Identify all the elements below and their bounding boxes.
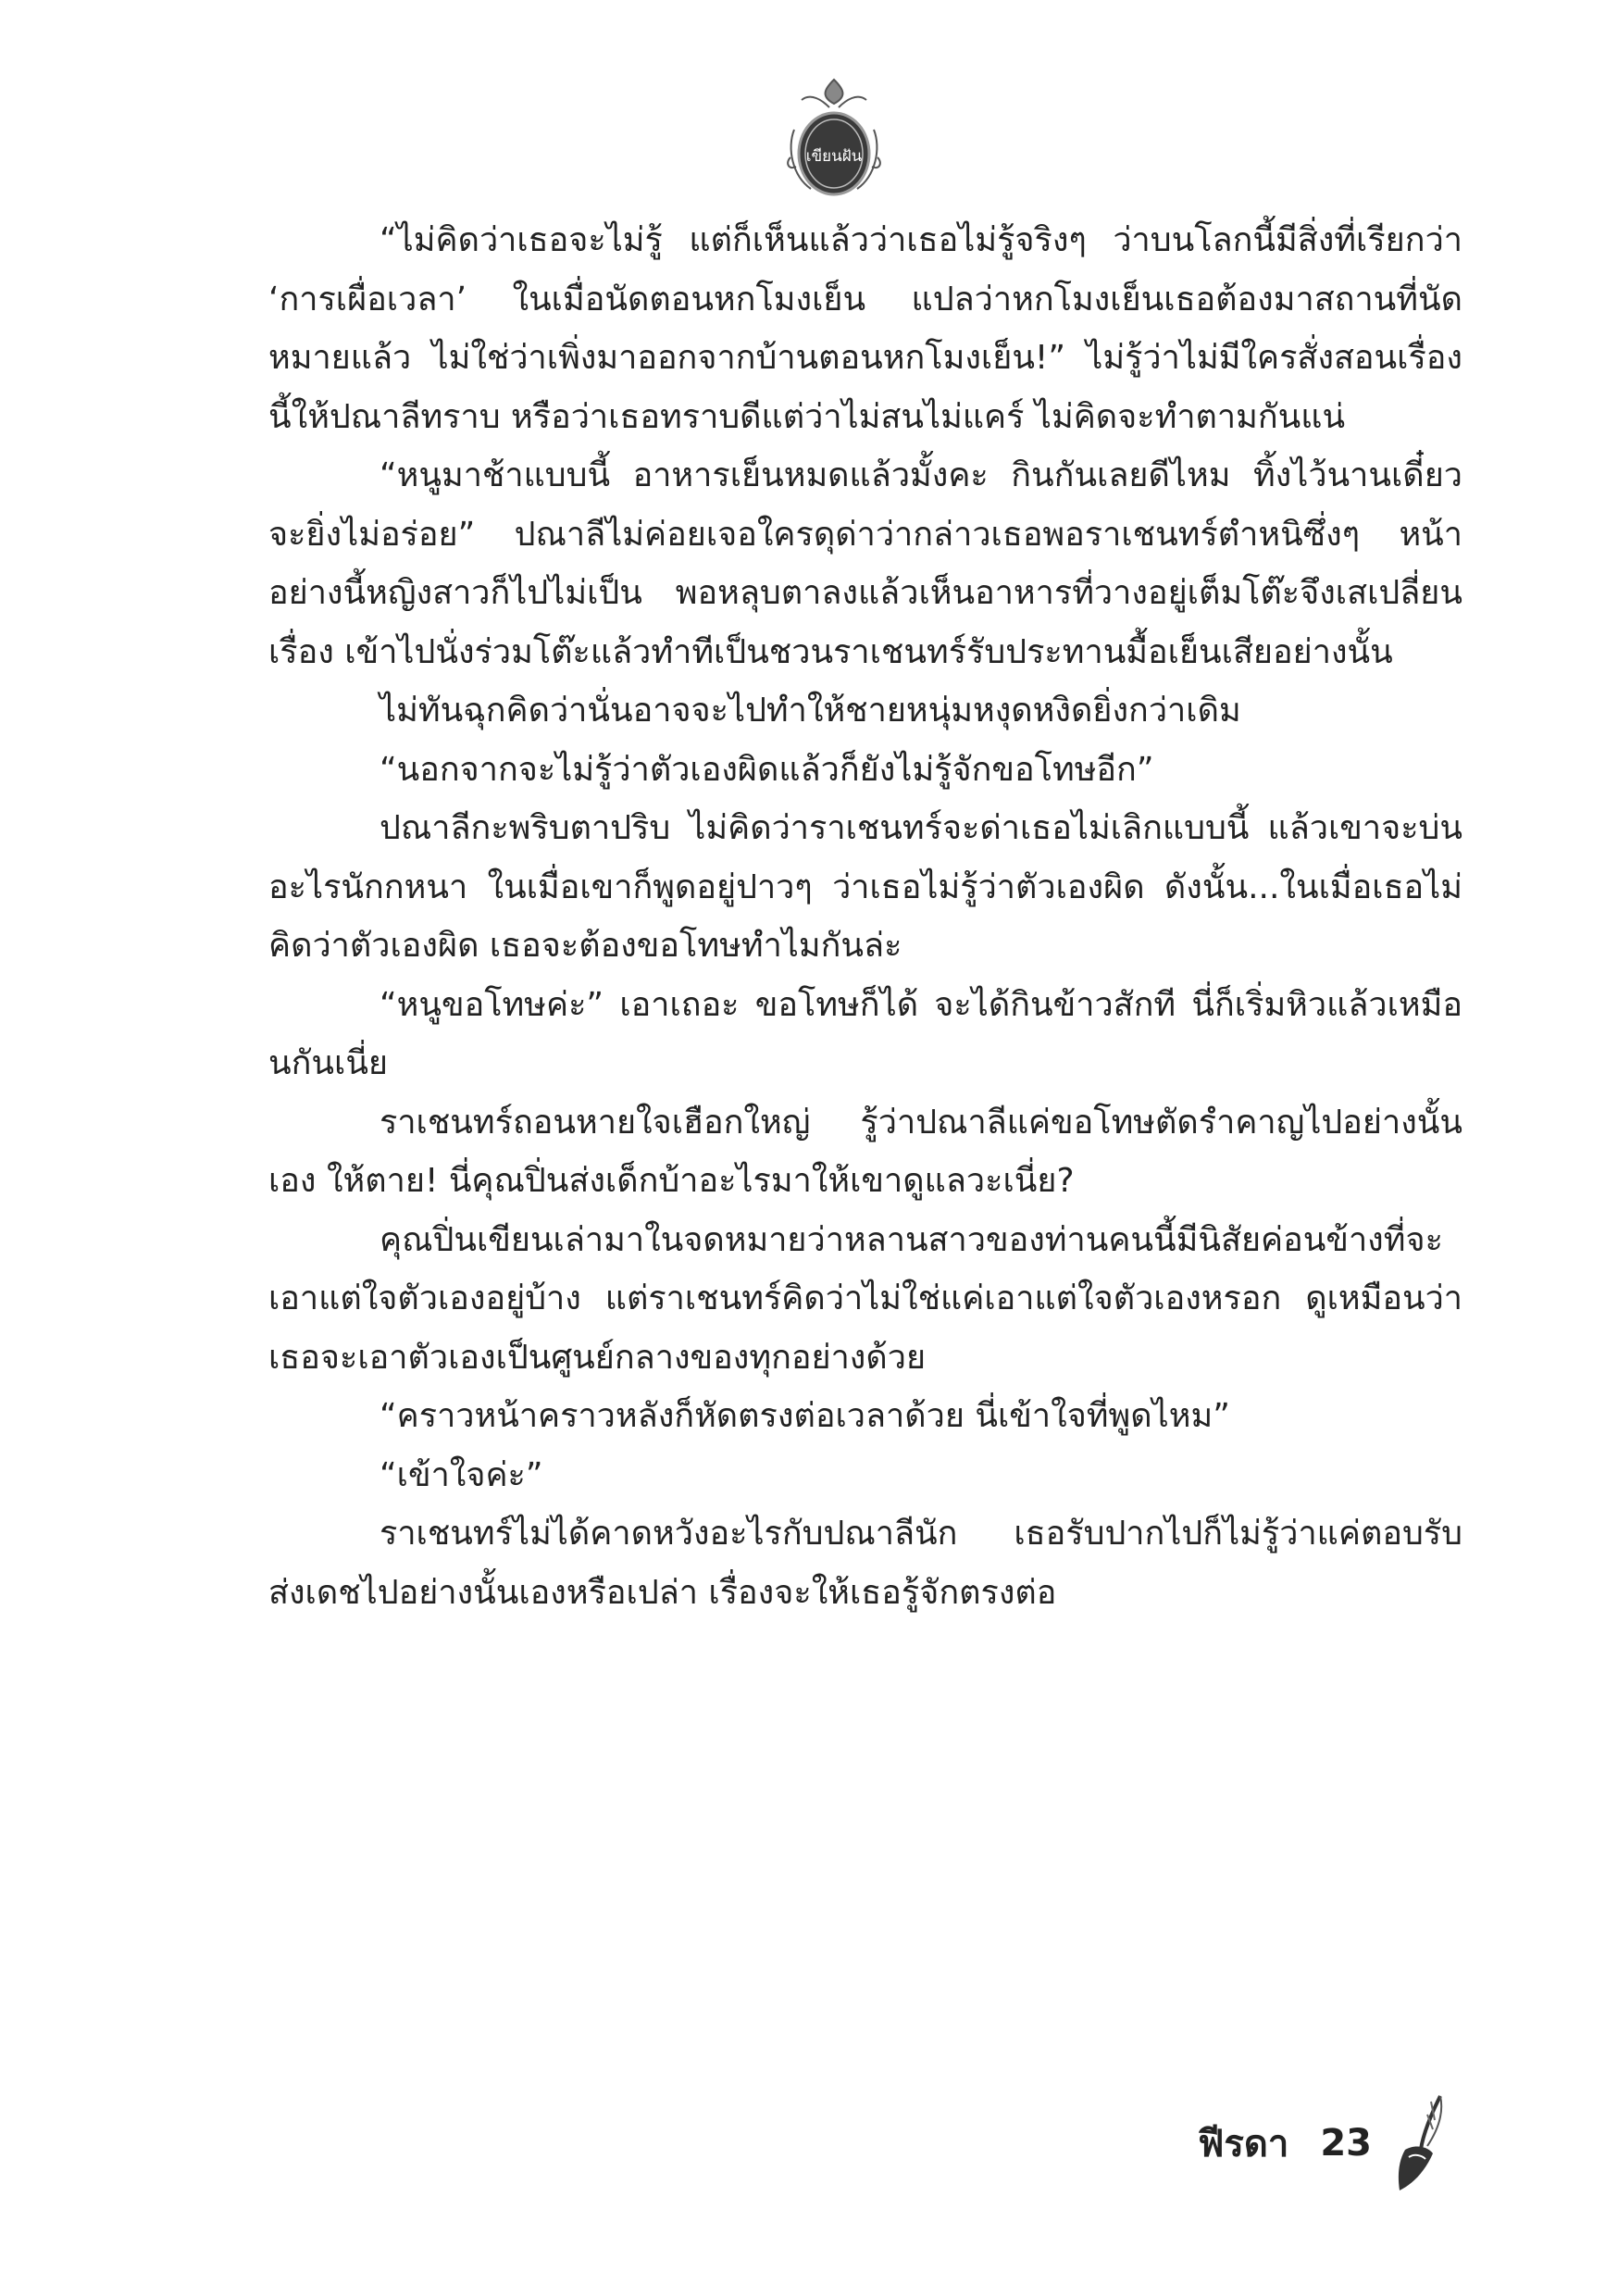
header-ornament-logo (783, 74, 885, 204)
paragraph: คุณปิ่นเขียนเล่ามาในจดหมายว่าหลานสาวของท่านคนนี้มีนิสัยค่อนข้างที่จะเอาแต่ใจตัวเองอยู่บ้าง แต่ราเชนทร์คิดว่าไม่ใช่แค่เอาแต่ใจตัวเองหรอก ดูเหมือนว่าเธอจะเอาตัวเองเป็นศูนย์กลางของทุกอย่างด้วย (268, 1220, 1462, 1377)
paragraph: “ไม่คิดว่าเธอจะไม่รู้ แต่ก็เห็นแล้วว่าเธอไม่รู้จริงๆ ว่าบนโลกนี้มีสิ่งที่เรียกว่า ‘การเผื่อเวลา’ ในเมื่อนัดตอนหกโมงเย็น แปลว่าหกโมงเย็นเธอต้องมาสถานที่นัดหมายแล้ว ไม่ใช่ว่าเพิ่งมาออกจากบ้านตอนหกโมงเย็น!” ไม่รู้ว่าไม่มีใครสั่งสอนเรื่องนี้ให้ปณาลีทราบ หรือว่าเธอทราบดีแต่ว่าไม่สนไม่แคร์ ไม่คิดจะทำตามกันแน่ (268, 221, 1462, 436)
paragraph: “เข้าใจค่ะ” (380, 1455, 543, 1494)
page-footer (1198, 2092, 1451, 2194)
paragraph: ปณาลีกะพริบตาปริบ ไม่คิดว่าราเชนทร์จะด่าเธอไม่เลิกแบบนี้ แล้วเขาจะบ่นอะไรนักกหนา ในเมื่อเขาก็พูดอยู่ปาวๆ ว่าเธอไม่รู้ว่าตัวเองผิด ดังนั้น...ในเมื่อเธอไม่คิดว่าตัวเองผิด เธอจะต้องขอโทษทำไมกันล่ะ (268, 809, 1462, 965)
page-number: 23 (1320, 2122, 1372, 2165)
paragraph: ราเชนทร์ถอนหายใจเฮือกใหญ่ รู้ว่าปณาลีแค่ขอโทษตัดรำคาญไปอย่างนั้นเอง ให้ตาย! นี่คุณปิ่นส่งเด็กบ้าอะไรมาให้เขาดูแลวะเนี่ย? (268, 1103, 1462, 1200)
paragraph: “นอกจากจะไม่รู้ว่าตัวเองผิดแล้วก็ยังไม่รู้จักขอโทษอีก” (380, 750, 1154, 789)
paragraph: “คราวหน้าคราวหลังก็หัดตรงต่อเวลาด้วย นี่เข้าใจที่พูดไหม” (380, 1397, 1230, 1435)
paragraph: ราเชนทร์ไม่ได้คาดหวังอะไรกับปณาลีนัก เธอรับปากไปก็ไม่รู้ว่าแค่ตอบรับส่งเดชไปอย่างนั้นเองหรือเปล่า เรื่องจะให้เธอรู้จักตรงต่อ (268, 1515, 1462, 1612)
book-title: ฟีรดา (1198, 2123, 1289, 2165)
quill-pen-icon (1387, 2092, 1451, 2194)
paragraph: ไม่ทันฉุกคิดว่านั่นอาจจะไปทำให้ชายหนุ่มหงุดหงิดยิ่งกว่าเดิม (380, 692, 1241, 730)
paragraph: “หนูขอโทษค่ะ” เอาเถอะ ขอโทษก็ได้ จะได้กินข้าวสักที นี่ก็เริ่มหิวแล้วเหมือนกันเนี่ย (268, 985, 1462, 1082)
story-body (268, 211, 1462, 1622)
paragraph: “หนูมาช้าแบบนี้ อาหารเย็นหมดแล้วมั้งคะ กินกันเลยดีไหม ทิ้งไว้นานเดี๋ยวจะยิ่งไม่อร่อย” ปณาลีไม่ค่อยเจอใครดุด่าว่ากล่าวเธอพอราเชนทร์ตำหนิซึ่งๆ หน้าอย่างนี้หญิงสาวก็ไปไม่เป็น พอหลุบตาลงแล้วเห็นอาหารที่วางอยู่เต็มโต๊ะจึงเสเปลี่ยนเรื่อง เข้าไปนั่งร่วมโต๊ะแล้วทำทีเป็นชวนราเชนทร์รับประทานมื้อเย็นเสียอย่างนั้น (268, 456, 1462, 671)
logo-text: เขียนฝัน (805, 147, 863, 166)
